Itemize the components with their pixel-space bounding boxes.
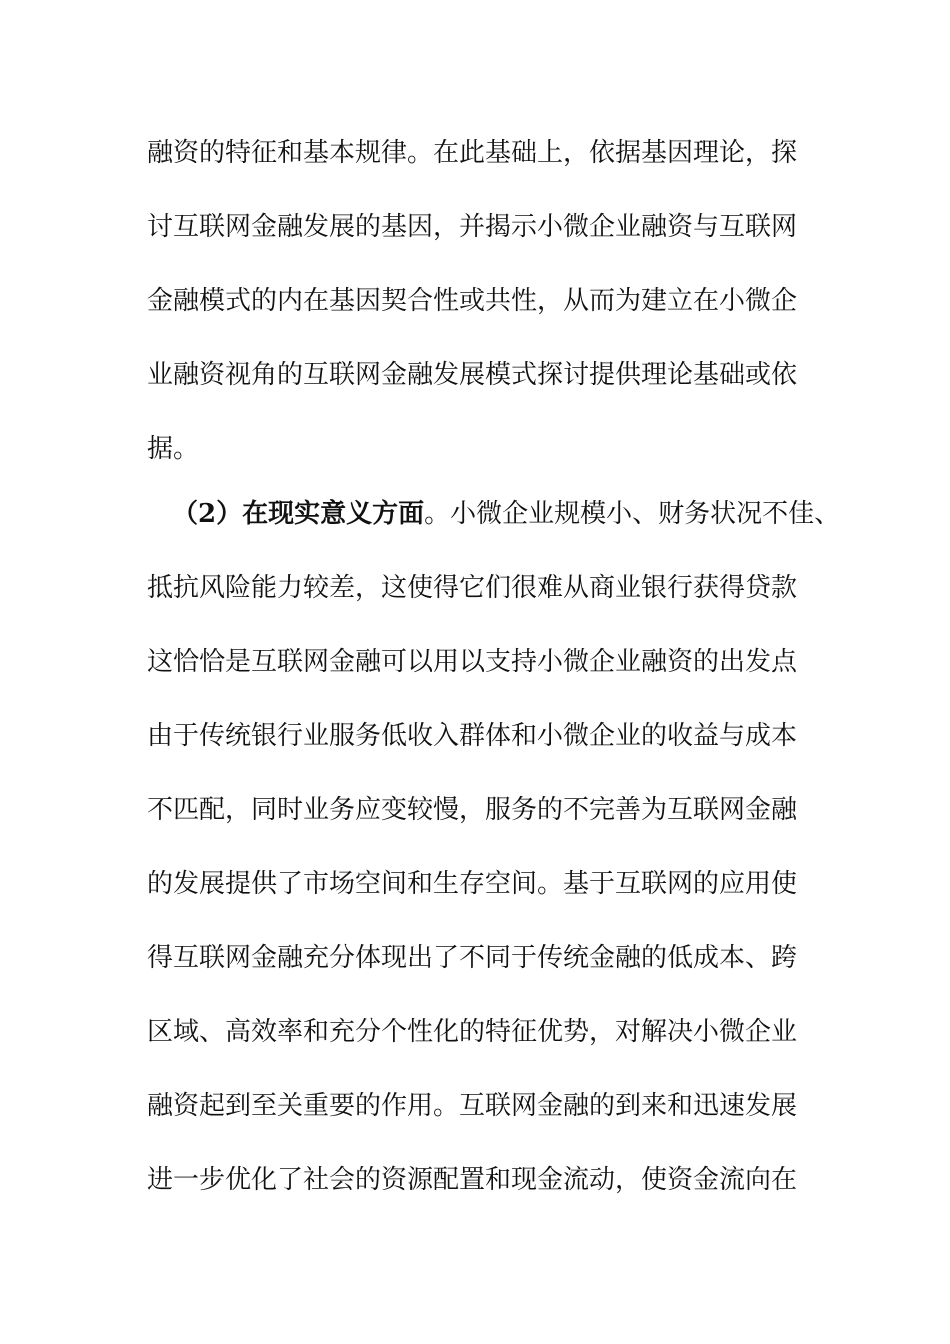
paragraph-1-line-3: 金融模式的内在基因契合性或共性，从而为建立在小微企 (147, 286, 798, 316)
paragraph-2-line-6: 的发展提供了市场空间和生存空间。基于互联网的应用使 (147, 869, 798, 899)
paragraph-1-line-5: 据。 (147, 434, 200, 464)
paragraph-2-first-line (172, 497, 840, 531)
paragraph-2-line-5: 不匹配，同时业务应变较慢，服务的不完善为互联网金融 (147, 795, 798, 825)
paragraph-1-line-4: 业融资视角的互联网金融发展模式探讨提供理论基础或依 (147, 360, 798, 390)
paragraph-1-line-2: 讨互联网金融发展的基因，并揭示小微企业融资与互联网 (147, 212, 798, 242)
paragraph-2-line-10: 进一步优化了社会的资源配置和现金流动，使资金流向在 (147, 1165, 798, 1195)
paragraph-2-line-4: 由于传统银行业服务低收入群体和小微企业的收益与成本 (147, 721, 798, 751)
paragraph-1-line-1: 融资的特征和基本规律。在此基础上，依据基因理论，探 (147, 138, 798, 168)
paragraph-2-heading: （2）在现实意义方面 (172, 499, 425, 529)
paragraph-2-line-2: 抵抗风险能力较差，这使得它们很难从商业银行获得贷款 (147, 573, 798, 603)
paragraph-2-line-7: 得互联网金融充分体现出了不同于传统金融的低成本、跨 (147, 943, 798, 973)
paragraph-2-line-8: 区域、高效率和充分个性化的特征优势，对解决小微企业 (147, 1017, 798, 1047)
paragraph-2-first-line-text: 。小微企业规模小、财务状况不佳、 (424, 499, 841, 529)
paragraph-2-line-3: 这恰恰是互联网金融可以用以支持小微企业融资的出发点 (147, 647, 798, 677)
paragraph-2-line-9: 融资起到至关重要的作用。互联网金融的到来和迅速发展 (147, 1091, 798, 1121)
